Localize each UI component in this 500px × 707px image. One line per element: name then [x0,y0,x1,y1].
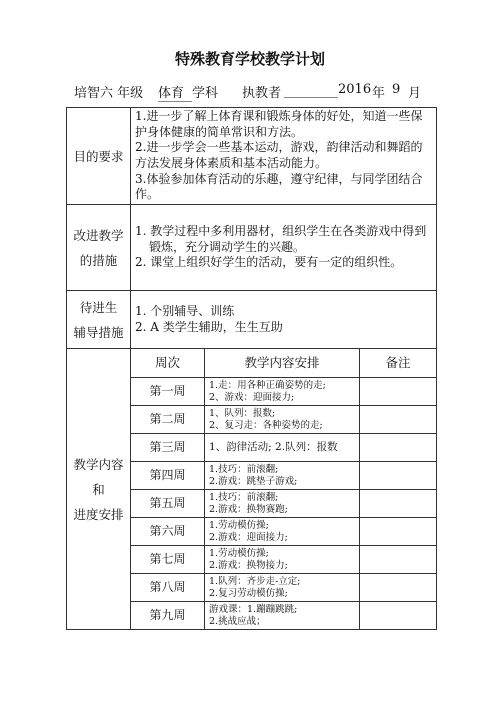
improve-label-line2: 的措施 [79,252,118,268]
schedule-label-line1: 教学内容 [73,456,124,472]
schedule-label [67,349,131,630]
content-line: 2.游戏：换物赛跑; [209,503,288,515]
note-cell [360,462,437,490]
week-cell: 第五周 [131,490,205,518]
note-cell [360,546,437,574]
month-text: 9 [392,82,401,97]
content-cell [205,574,360,602]
week-cell: 第七周 [131,546,205,574]
year-text: 2016 [338,82,372,97]
weak-students-content [131,291,437,349]
weak-students-row [67,291,437,349]
week-cell: 第一周 [131,378,205,406]
content-column-header: 教学内容安排 [205,349,360,378]
month-unit: 月 [408,86,422,101]
schedule-label-line3: 进度安排 [73,506,124,522]
grade-text: 培智六 年级 [74,86,144,101]
teaching-plan-table [66,107,437,630]
improve-item: 1. 教学过程中多利用器材，组织学生在各类游戏中得到锻炼，充分调动学生的兴趣。 [135,224,427,254]
goals-content [131,108,437,205]
content-line: 游戏课：1.蹦蹦跳跳; [209,604,298,616]
content-line: 1.技巧：前滚翻; [209,464,279,476]
improve-item: 2. 课堂上组织好学生的活动，要有一定的组织性。 [135,255,403,270]
goal-item: 3.体验参加体育活动的乐趣，遵守纪律，与同学团结合作。 [135,171,423,202]
page-title: 特殊教育学校教学计划 [174,50,325,68]
teacher-blank [284,82,338,98]
schedule-label-line2: 和 [92,481,105,497]
note-column-header: 备注 [360,349,437,378]
note-cell [360,574,437,602]
content-cell [205,462,360,490]
weak-label-line2: 辅导措施 [73,324,124,340]
content-line: 1.队列：齐步走-立定; [209,576,301,588]
content-line: 2、复习走：各种姿势的走; [209,419,323,431]
note-cell [360,518,437,546]
subject-text: 体育 [158,82,192,102]
content-line: 1.劳动模仿操; [209,520,269,532]
content-line: 1、队列：报数; [209,408,276,420]
content-cell [205,406,360,434]
note-cell [360,602,437,630]
week-cell: 第三周 [131,434,205,462]
week-cell: 第四周 [131,462,205,490]
content-line: 2、游戏：迎面接力; [209,391,295,403]
week-column-header: 周次 [131,349,205,378]
week-cell: 第二周 [131,406,205,434]
weak-item: 1. 个别辅导、训练 [135,303,235,318]
schedule-header-row [67,349,437,378]
content-line: 1.技巧：前滚翻; [209,492,279,504]
note-cell [360,378,437,406]
goals-row [67,108,437,205]
weak-label-line1: 待进生 [79,299,118,315]
improve-label-line1: 改进教学 [73,227,124,243]
note-cell [360,434,437,462]
content-line: 2.游戏：跳垫子游戏; [209,475,298,487]
improve-label [67,205,131,291]
goals-label: 目的要求 [67,108,131,205]
year-unit: 年 [372,86,386,101]
content-line: 2.游戏：迎面接力; [209,531,288,543]
content-line: 2.复习劳动模仿操; [209,587,288,599]
content-line: 1.劳动模仿操; [209,548,269,560]
week-cell: 第八周 [131,574,205,602]
content-line: 1.走：用各种正确姿势的走; [209,380,326,392]
content-line: 1、韵律活动; 2.队列：报数 [209,441,338,454]
week-cell: 第六周 [131,518,205,546]
weak-item: 2. A 类学生辅助，生生互助 [135,319,283,334]
content-line: 2.游戏：换物接力; [209,559,288,571]
content-cell [205,490,360,518]
content-line: 2.挑战应战； [209,615,266,627]
teacher-label: 执教者 [242,86,282,101]
week-cell: 第九周 [131,602,205,630]
content-cell [205,546,360,574]
goal-item: 2.进一步学会一些基本运动，游戏，韵律活动和舞蹈的方法发展身体素质和基本活动能力。 [135,140,423,170]
improve-content [131,205,437,291]
note-cell [360,490,437,518]
goal-item: 1.进一步了解上体育课和锻炼身体的好处，知道一些保护身体健康的简单常识和方法。 [135,109,423,139]
weak-students-label [67,291,131,349]
note-cell [360,406,437,434]
content-cell [205,378,360,406]
content-cell [205,434,360,462]
content-cell [205,518,360,546]
improve-row [67,205,437,291]
subject-suffix: 学科 [192,86,219,101]
content-cell [205,602,360,630]
